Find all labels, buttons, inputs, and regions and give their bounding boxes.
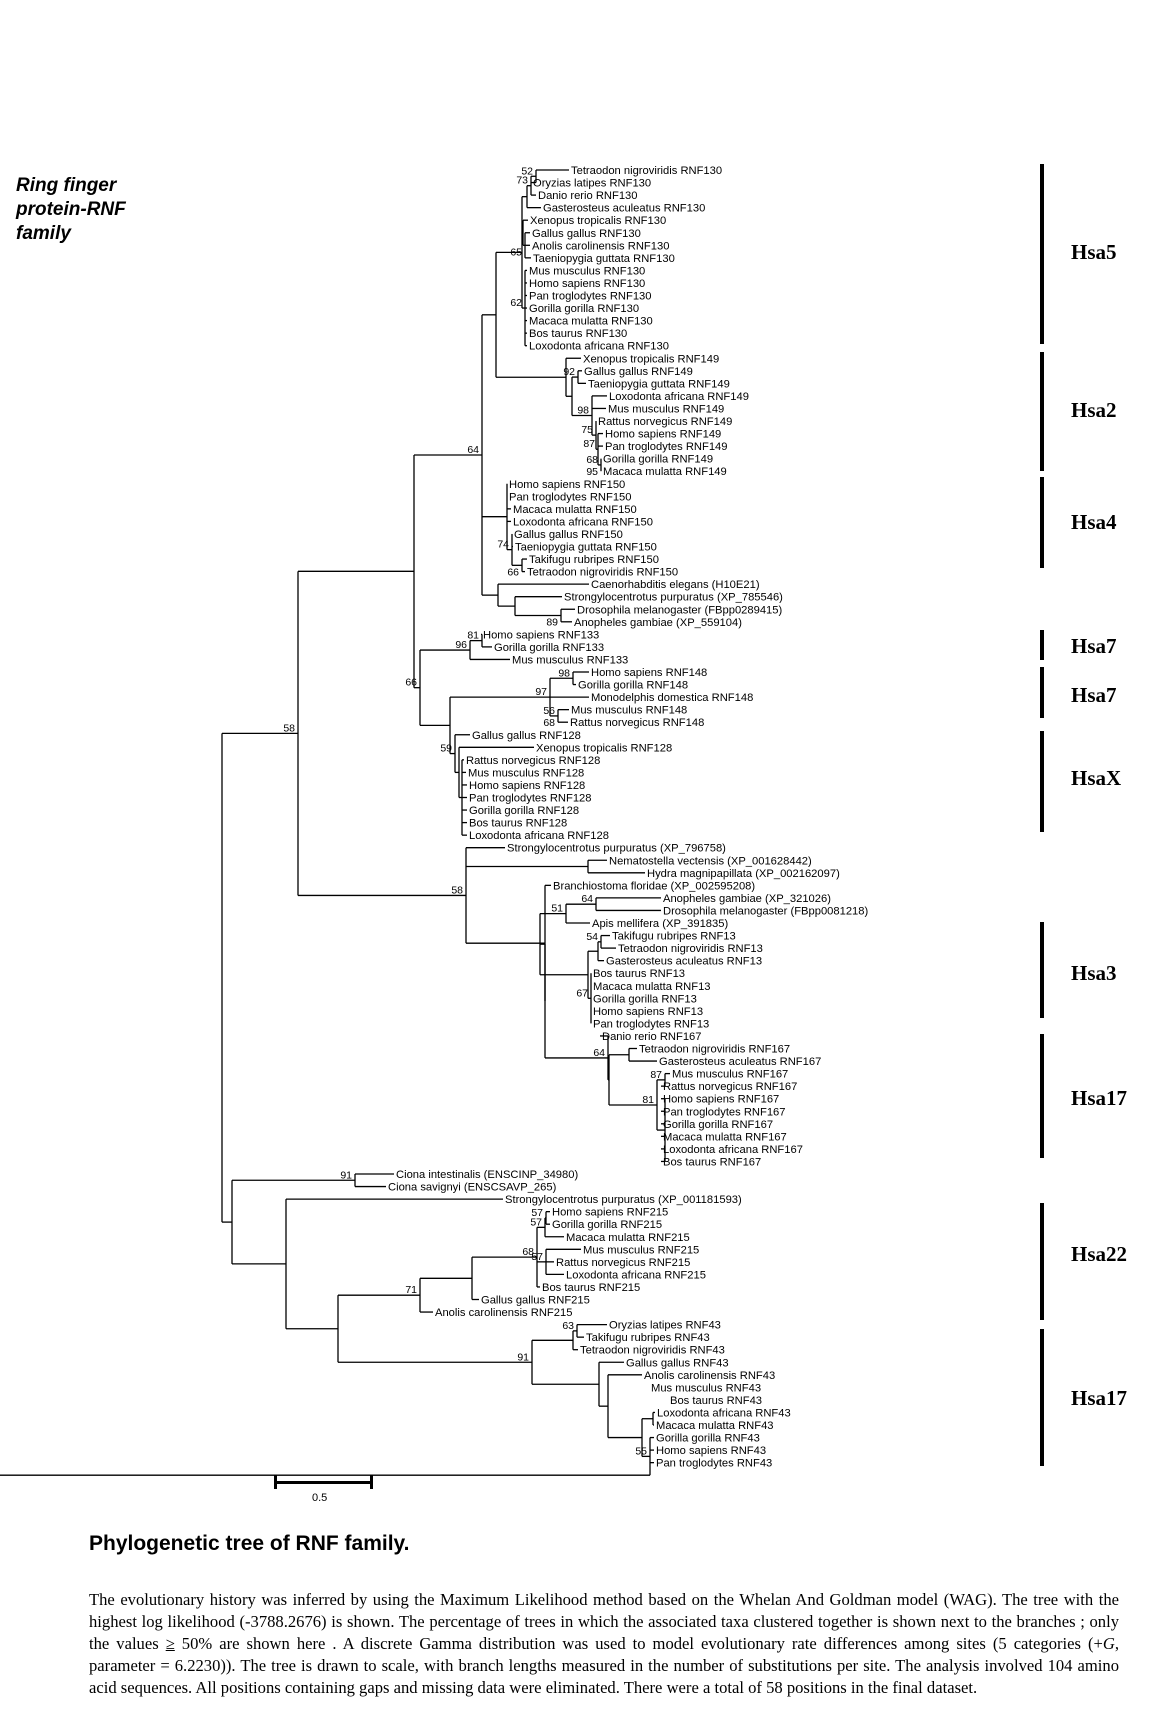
bootstrap-value: 64 <box>593 1046 605 1059</box>
caption-italic: G <box>1102 1634 1115 1653</box>
chromosome-group-bar <box>1040 1329 1044 1466</box>
taxon-label: Gorilla gorilla RNF148 <box>578 679 689 692</box>
taxon-label: Loxodonta africana RNF149 <box>609 390 749 403</box>
bootstrap-value: 95 <box>586 465 598 478</box>
taxon-label: Anolis carolinensis RNF215 <box>435 1307 573 1320</box>
taxon-label: Danio rerio RNF130 <box>538 190 638 203</box>
taxon-label: Tetraodon nigroviridis RNF130 <box>571 165 723 177</box>
taxon-label: Homo sapiens RNF133 <box>483 629 600 642</box>
bootstrap-value: 65 <box>510 246 522 259</box>
chromosome-group-label: HsaX <box>1071 766 1122 790</box>
taxon-label: Xenopus tropicalis RNF149 <box>583 353 720 366</box>
taxon-label: Tetraodon nigroviridis RNF150 <box>527 566 679 579</box>
chromosome-group-label: Hsa17 <box>1071 1386 1128 1410</box>
bootstrap-value: 68 <box>522 1246 534 1259</box>
bootstrap-value: 74 <box>497 538 509 551</box>
taxon-label: Gallus gallus RNF128 <box>472 729 581 742</box>
taxon-label: Apis mellifera (XP_391835) <box>592 918 729 930</box>
taxon-label: Pan troglodytes RNF150 <box>509 491 632 504</box>
taxon-label: Xenopus tropicalis RNF130 <box>530 215 667 228</box>
bootstrap-value: 81 <box>642 1093 654 1106</box>
bootstrap-value: 64 <box>467 443 479 456</box>
taxon-label: Tetraodon nigroviridis RNF167 <box>639 1043 791 1056</box>
taxon-label: Nematostella vectensis (XP_001628442) <box>609 855 812 868</box>
taxon-label: Mus musculus RNF148 <box>571 704 688 717</box>
taxon-label: Homo sapiens RNF130 <box>529 277 646 290</box>
taxon-label: Bos taurus RNF215 <box>542 1281 641 1294</box>
bootstrap-value: 57 <box>531 1250 543 1263</box>
taxon-label: Anopheles gambiae (XP_559104) <box>574 616 742 629</box>
bootstrap-value: 81 <box>467 629 479 642</box>
bootstrap-value: 67 <box>576 987 588 1000</box>
chromosome-group-bar <box>1040 1034 1044 1158</box>
taxon-label: Monodelphis domestica RNF148 <box>591 692 754 705</box>
bootstrap-value: 57 <box>531 1206 543 1219</box>
caption-text: The evolutionary history was inferred by using the Maximum Likelihood method based on the Whelan And Goldman model (WAG). The tree with the highest log likelihood (-3788.2676) is shown. The percentage of trees in which the associated taxa clustered together is shown next to the branches ; only the values <box>89 1590 1119 1653</box>
taxon-label: Gorilla gorilla RNF13 <box>593 993 697 1006</box>
taxon-label: Taeniopygia guttata RNF149 <box>588 378 730 391</box>
caption-text: , parameter = 6.2230)). The tree is drawn to scale, with branch lengths measured in the number of substitutions per site. The analysis involved 104 amino acid sequences. All positions containing gaps and missing data were eliminated. There were a total of 58 positions in the final dataset. <box>89 1634 1119 1697</box>
taxon-label: Gorilla gorilla RNF128 <box>469 805 580 818</box>
taxon-label: Gorilla gorilla RNF215 <box>552 1219 663 1232</box>
taxon-label: Macaca mulatta RNF150 <box>513 503 637 516</box>
taxon-label: Pan troglodytes RNF13 <box>593 1018 710 1031</box>
taxon-label: Mus musculus RNF43 <box>651 1382 762 1395</box>
taxon-label: Takifugu rubripes RNF43 <box>586 1332 710 1345</box>
bootstrap-value: 63 <box>562 1319 574 1332</box>
taxon-label: Homo sapiens RNF215 <box>552 1206 669 1219</box>
bootstrap-value: 56 <box>543 704 555 717</box>
chromosome-group-bar <box>1040 667 1044 718</box>
side-title-line: family <box>16 223 71 244</box>
taxon-label: Strongylocentrotus purpuratus (XP_001181593) <box>505 1194 742 1207</box>
taxon-label: Homo sapiens RNF149 <box>605 428 722 441</box>
bootstrap-value: 68 <box>586 453 598 466</box>
chromosome-group-label: Hsa22 <box>1071 1242 1128 1266</box>
taxon-label: Mus musculus RNF130 <box>529 265 646 278</box>
taxon-label: Macaca mulatta RNF149 <box>603 466 727 479</box>
taxon-label: Drosophila melanogaster (FBpp0081218) <box>663 905 869 918</box>
taxon-label: Taeniopygia guttata RNF130 <box>533 252 675 265</box>
taxon-label: Homo sapiens RNF13 <box>593 1005 704 1018</box>
taxon-label: Danio rerio RNF167 <box>602 1030 702 1043</box>
bootstrap-value: 57 <box>530 1216 542 1229</box>
taxon-label: Ciona intestinalis (ENSCINP_34980) <box>396 1169 579 1181</box>
chromosome-group-label: Hsa3 <box>1071 961 1117 985</box>
taxon-label: Rattus norvegicus RNF128 <box>466 754 601 767</box>
taxon-label: Taeniopygia guttata RNF150 <box>515 541 657 554</box>
taxon-label: Drosophila melanogaster (FBpp0289415) <box>577 604 783 617</box>
taxon-label: Hydra magnipapillata (XP_002162097) <box>647 867 840 880</box>
chromosome-group-label: Hsa7 <box>1071 683 1117 707</box>
chromosome-group-label: Hsa2 <box>1071 398 1117 422</box>
chromosome-group-label: Hsa4 <box>1071 510 1117 534</box>
taxon-label: Loxodonta africana RNF150 <box>513 516 653 529</box>
chromosome-group-label: Hsa5 <box>1071 240 1117 264</box>
taxon-label: Mus musculus RNF128 <box>468 767 585 780</box>
taxon-label: Oryzias latipes RNF43 <box>609 1319 721 1332</box>
taxon-label: Anolis carolinensis RNF43 <box>644 1369 776 1382</box>
bootstrap-value: 66 <box>507 566 519 579</box>
taxon-label: Gorilla gorilla RNF167 <box>663 1118 774 1131</box>
taxon-label: Mus musculus RNF133 <box>512 654 629 667</box>
taxon-label: Gasterosteus aculeatus RNF167 <box>659 1056 822 1069</box>
taxon-label: Pan troglodytes RNF130 <box>529 290 652 303</box>
bootstrap-value: 54 <box>586 930 598 943</box>
bootstrap-value: 59 <box>440 742 452 755</box>
bootstrap-value: 97 <box>535 686 547 699</box>
taxon-label: Gallus gallus RNF130 <box>532 227 641 240</box>
taxon-label: Macaca mulatta RNF215 <box>566 1231 690 1244</box>
scale-bar-tick-right <box>370 1475 373 1489</box>
taxon-label: Rattus norvegicus RNF215 <box>556 1256 691 1269</box>
bootstrap-value: 98 <box>558 667 570 680</box>
taxon-label: Branchiostoma floridae (XP_002595208) <box>553 880 756 893</box>
taxon-label: Mus musculus RNF149 <box>608 403 725 416</box>
chromosome-group-bar <box>1040 630 1044 660</box>
taxon-label: Pan troglodytes RNF128 <box>469 792 592 805</box>
bootstrap-value: 91 <box>517 1351 529 1364</box>
taxon-label: Loxodonta africana RNF167 <box>663 1143 803 1156</box>
chromosome-group-label: Hsa17 <box>1071 1086 1128 1110</box>
taxon-label: Rattus norvegicus RNF148 <box>570 717 705 730</box>
taxon-label: Xenopus tropicalis RNF128 <box>536 742 673 755</box>
bootstrap-value: 75 <box>581 424 593 437</box>
scale-bar-tick-left <box>274 1475 277 1489</box>
bootstrap-value: 73 <box>516 174 528 187</box>
bootstrap-value: 52 <box>521 165 533 178</box>
taxon-label: Macaca mulatta RNF167 <box>663 1131 787 1144</box>
taxon-label: Macaca mulatta RNF13 <box>593 980 711 993</box>
taxon-label: Gasterosteus aculeatus RNF13 <box>606 955 763 968</box>
taxon-label: Gallus gallus RNF215 <box>481 1294 590 1307</box>
taxon-label: Mus musculus RNF167 <box>672 1068 789 1081</box>
taxon-label: Strongylocentrotus purpuratus (XP_796758) <box>507 842 726 855</box>
bootstrap-value: 96 <box>455 639 467 652</box>
taxon-label: Homo sapiens RNF128 <box>469 779 586 792</box>
taxon-label: Caenorhabditis elegans (H10E21) <box>591 579 760 592</box>
side-title-line: Ring finger <box>16 175 117 196</box>
taxon-label: Pan troglodytes RNF167 <box>663 1106 786 1119</box>
bootstrap-value: 68 <box>543 716 555 729</box>
taxon-label: Homo sapiens RNF150 <box>509 478 626 491</box>
bootstrap-value: 51 <box>551 902 563 915</box>
taxon-label: Gallus gallus RNF149 <box>584 365 693 378</box>
bootstrap-value: 87 <box>583 438 595 451</box>
taxon-label: Takifugu rubripes RNF13 <box>612 930 736 943</box>
taxon-label: Macaca mulatta RNF43 <box>656 1420 774 1432</box>
taxon-label: Loxodonta africana RNF215 <box>566 1269 706 1282</box>
bootstrap-value: 89 <box>546 616 558 629</box>
bootstrap-value: 58 <box>451 884 463 897</box>
taxon-label: Oryzias latipes RNF130 <box>533 177 652 190</box>
taxon-label: Homo sapiens RNF43 <box>656 1445 767 1458</box>
taxon-label: Rattus norvegicus RNF149 <box>598 416 733 428</box>
taxon-label: Strongylocentrotus purpuratus (XP_785546) <box>564 591 783 604</box>
taxon-label: Gorilla gorilla RNF43 <box>656 1432 760 1445</box>
taxon-label: Tetraodon nigroviridis RNF43 <box>580 1344 725 1357</box>
taxon-label: Bos taurus RNF128 <box>469 817 568 830</box>
taxon-label: Loxodonta africana RNF43 <box>657 1407 791 1420</box>
bootstrap-value: 58 <box>283 722 295 735</box>
taxon-label: Gorilla gorilla RNF130 <box>529 303 640 316</box>
taxon-label: Bos taurus RNF13 <box>593 968 686 981</box>
chromosome-group-bar <box>1040 164 1044 344</box>
bootstrap-value: 71 <box>405 1284 417 1297</box>
taxon-label: Anolis carolinensis RNF130 <box>532 240 670 253</box>
caption-symbol: ≥ <box>165 1634 175 1653</box>
taxon-label: Mus musculus RNF215 <box>583 1244 700 1257</box>
taxon-label: Loxodonta africana RNF130 <box>529 340 669 353</box>
chromosome-group-bar <box>1040 922 1044 1018</box>
bootstrap-value: 92 <box>563 366 575 379</box>
taxon-label: Gallus gallus RNF150 <box>514 528 623 541</box>
chromosome-group-bar <box>1040 1203 1044 1320</box>
caption-text: 50% are shown here . A discrete Gamma distribution was used to model evolutionary rate differences among sites (5 categories (+ <box>174 1634 1103 1653</box>
bootstrap-value: 62 <box>510 297 522 310</box>
chromosome-group-bar <box>1040 731 1044 832</box>
chromosome-group-bar <box>1040 352 1044 471</box>
bootstrap-value: 66 <box>405 676 417 689</box>
side-title-line: protein-RNF <box>16 199 126 220</box>
taxon-label: Homo sapiens RNF167 <box>663 1093 780 1106</box>
scale-bar-line <box>276 1481 372 1484</box>
chromosome-group-bar <box>1040 477 1044 568</box>
taxon-label: Loxodonta africana RNF128 <box>469 830 609 843</box>
taxon-label: Gorilla gorilla RNF149 <box>603 453 714 466</box>
taxon-label: Pan troglodytes RNF43 <box>656 1457 773 1470</box>
taxon-label: Gasterosteus aculeatus RNF130 <box>543 202 706 215</box>
bootstrap-value: 55 <box>635 1445 647 1458</box>
scale-bar-label: 0.5 <box>312 1492 328 1504</box>
taxon-label: Homo sapiens RNF148 <box>591 667 708 679</box>
taxon-label: Anopheles gambiae (XP_321026) <box>663 892 831 905</box>
taxon-label: Gallus gallus RNF43 <box>626 1357 729 1370</box>
taxon-label: Bos taurus RNF130 <box>529 328 628 341</box>
taxon-label: Tetraodon nigroviridis RNF13 <box>618 943 763 956</box>
taxon-label: Takifugu rubripes RNF150 <box>529 554 659 567</box>
figure-title: Phylogenetic tree of RNF family. <box>89 1532 410 1555</box>
taxon-label: Gorilla gorilla RNF133 <box>494 641 605 654</box>
figure-caption <box>89 1589 1119 1699</box>
bootstrap-value: 98 <box>577 404 589 417</box>
taxon-label: Rattus norvegicus RNF167 <box>663 1081 798 1094</box>
bootstrap-value: 64 <box>581 893 593 906</box>
bootstrap-value: 87 <box>650 1068 662 1081</box>
bootstrap-value: 91 <box>340 1169 352 1182</box>
taxon-label: Macaca mulatta RNF130 <box>529 315 653 328</box>
chromosome-group-label: Hsa7 <box>1071 634 1117 658</box>
taxon-label: Pan troglodytes RNF149 <box>605 441 728 454</box>
taxon-label: Bos taurus RNF167 <box>663 1156 762 1169</box>
taxon-label: Bos taurus RNF43 <box>670 1394 763 1407</box>
taxon-label: Ciona savignyi (ENSCSAVP_265) <box>388 1181 557 1194</box>
